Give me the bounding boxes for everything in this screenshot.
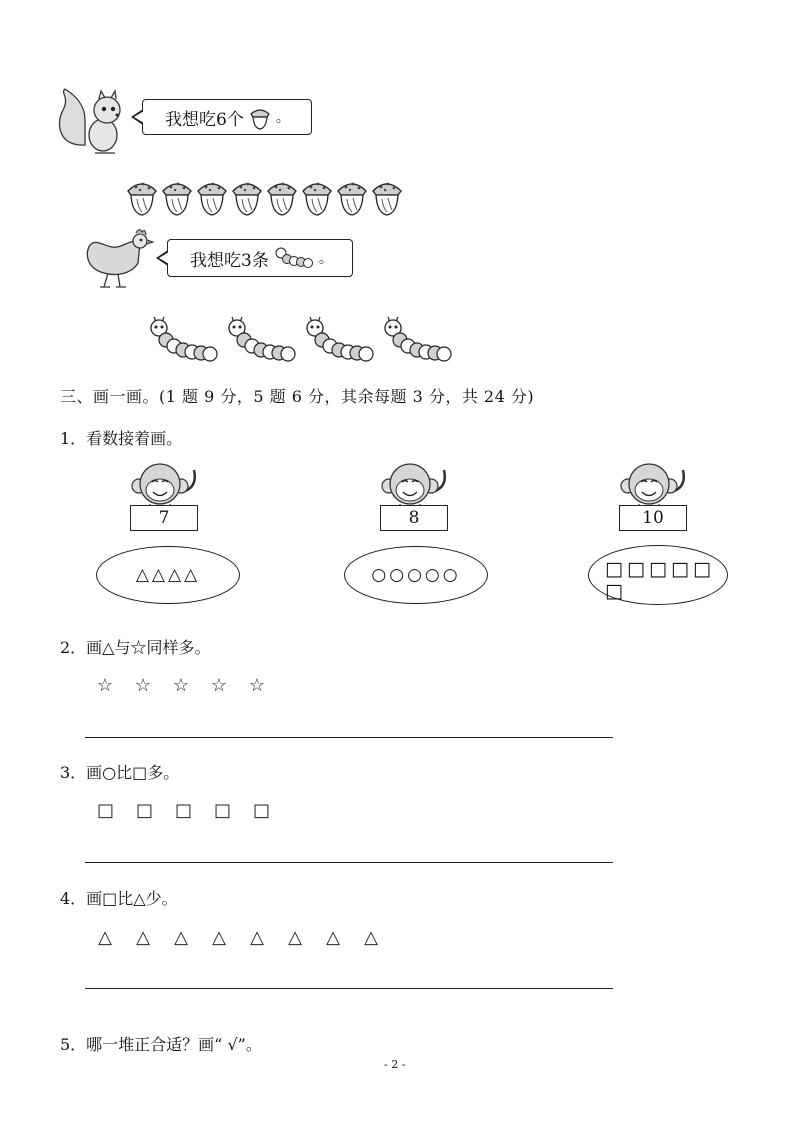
answer-ellipse-2 [344,546,488,604]
squirrel-speech-text: 我想吃6个 [165,109,244,130]
page-number: - 2 - [384,1058,406,1071]
acorn-icon [230,175,264,217]
triangle-symbol: △ [136,927,150,948]
triangle-symbol: △ [326,927,340,948]
triangle-symbol: △ [288,927,302,948]
caterpillar-icon [304,316,376,364]
q4-title: 4．画□比△少。 [60,889,178,908]
star-symbol: ☆ [248,675,266,696]
answer-line-q4[interactable] [85,988,613,989]
square-symbol: □ [213,800,231,821]
star-symbol: ☆ [210,675,228,696]
star-symbol: ☆ [134,675,152,696]
square-shape: □ [693,558,711,580]
triangle-row [86,927,390,948]
acorn-icon [248,104,272,130]
acorn-icon [370,175,404,217]
triangle-symbol: △ [174,927,188,948]
monkey-group-3 [617,462,691,534]
acorn-icon [265,175,299,217]
square-shape: □ [649,558,667,580]
square-shape: □ [627,558,645,580]
number-box: 8 [380,505,448,531]
square-symbol: □ [135,800,153,821]
square-symbol: □ [96,800,114,821]
q3-title: 3．画○比□多。 [60,763,180,782]
square-shape: □ [671,558,689,580]
monkey-group-1 [128,462,202,534]
caterpillar-icon [148,316,220,364]
caterpillar-row [148,316,468,366]
monkey-group-2 [378,462,452,534]
star-symbol: ☆ [172,675,190,696]
period: 。 [275,110,290,126]
caterpillar-icon [275,244,315,272]
number-box: 10 [619,505,687,531]
triangle-symbol: △ [212,927,226,948]
acorn-icon [300,175,334,217]
period: 。 [318,251,333,267]
squirrel-icon [55,85,130,157]
section-heading: 三、画一画。(1 题 9 分，5 题 6 分，其余每题 3 分，共 24 分) [60,387,535,406]
triangle-symbol: △ [250,927,264,948]
acorn-icon [160,175,194,217]
hen-speech-text: 我想吃3条 [190,250,269,271]
square-row [86,800,281,821]
answer-line-q2[interactable] [85,737,613,738]
square-symbol: □ [174,800,192,821]
square-shape: □ [605,558,623,580]
acorn-icon [195,175,229,217]
q1-title: 1．看数接着画。 [60,429,183,448]
square-shape: □ [605,580,623,602]
hen-speech-bubble [167,239,353,277]
answer-line-q3[interactable] [85,862,613,863]
triangle-symbol: △ [98,927,112,948]
hen-icon [82,225,154,291]
circle-shapes: ○○○○○ [371,565,461,585]
triangle-shapes: △△△△ [135,565,201,585]
caterpillar-icon [382,316,454,364]
star-symbol: ☆ [96,675,114,696]
answer-ellipse-3 [588,545,728,605]
acorn-icon [335,175,369,217]
square-symbol: □ [252,800,270,821]
squirrel-speech-bubble [142,99,312,135]
acorn-row [125,175,415,220]
q5-title: 5．哪一堆正合适？画“ √”。 [60,1035,262,1054]
answer-ellipse-1 [96,546,240,604]
acorn-icon [125,175,159,217]
star-row [86,675,276,696]
square-shapes [603,558,723,602]
number-box: 7 [130,505,198,531]
triangle-symbol: △ [364,927,378,948]
caterpillar-icon [226,316,298,364]
q2-title: 2．画△与☆同样多。 [60,638,211,657]
